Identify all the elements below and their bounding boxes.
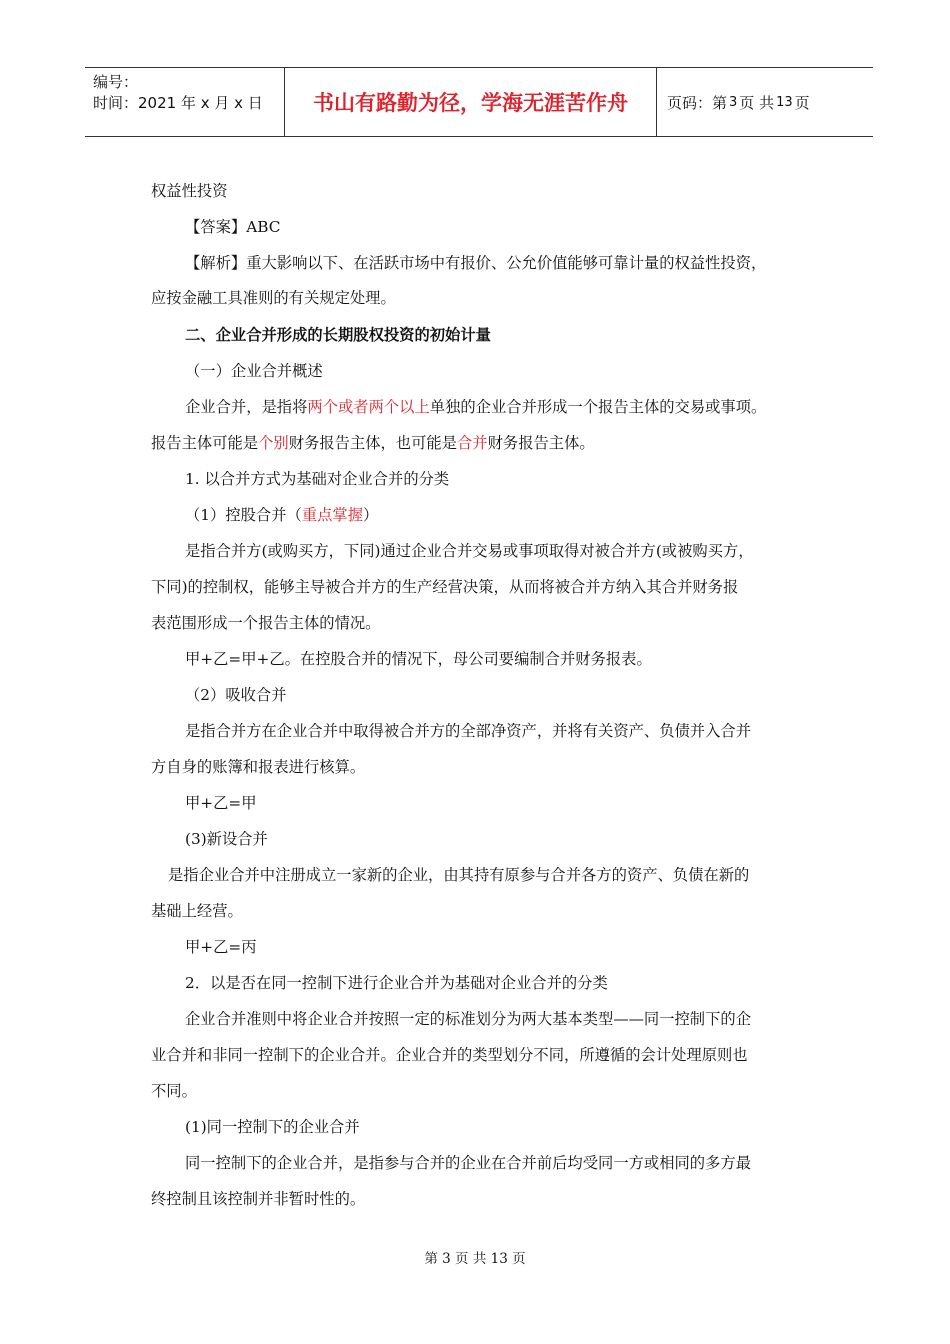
paragraph-line: 企业合并准则中将企业合并按照一定的标准划分为两大基本类型——同一控制下的企 <box>185 1010 751 1028</box>
paragraph-line: 下同)的控制权，能够主导被合并方的生产经营决策，从而将被合并方纳入其合并财务报 <box>151 578 739 596</box>
paragraph-line: 权益性投资 <box>151 182 228 200</box>
highlight-text: 个别 <box>258 434 289 452</box>
paragraph-line: 是指企业合并中注册成立一家新的企业，由其持有原参与合并各方的资产、负债在新的 <box>168 866 750 884</box>
header-motto: 书山有路勤为径，学海无涯苦作舟 <box>313 91 628 115</box>
paragraph-line: 企业合并，是指将两个或者两个以上单独的企业合并形成一个报告主体的交易或事项。 <box>185 398 767 416</box>
list-heading: 1. 以合并方式为基础对企业合并的分类 <box>185 470 450 488</box>
paragraph-line: 方自身的账簿和报表进行核算。 <box>151 758 366 776</box>
list-subheading: （2）吸收合并 <box>185 686 287 704</box>
section-heading: 二、企业合并形成的长期股权投资的初始计量 <box>185 326 491 344</box>
highlight-text: 合并 <box>456 434 488 452</box>
paragraph-line: 应按金融工具准则的有关规定处理。 <box>151 289 396 307</box>
paragraph-line: 不同。 <box>151 1082 197 1100</box>
header-page-number: 页码：第 3 页 共 13 页 <box>667 93 810 112</box>
highlight-text: 重点掌握 <box>301 506 364 524</box>
paragraph-line: 基础上经营。 <box>151 902 243 920</box>
header-meta <box>93 72 263 114</box>
paragraph-line: 报告主体可能是个别财务报告主体，也可能是合并财务报告主体。 <box>151 434 595 452</box>
list-subheading: （1）控股合并（重点掌握） <box>185 506 379 524</box>
paragraph-line: 表范围形成一个报告主体的情况。 <box>151 614 381 632</box>
formula-line: 甲+乙=丙 <box>185 938 257 956</box>
formula-line: 甲+乙=甲 <box>185 794 257 812</box>
subsection-heading: （一）企业合并概述 <box>185 362 323 380</box>
paragraph-line: 同一控制下的企业合并，是指参与合并的企业在合并前后均受同一方或相同的多方最 <box>185 1154 751 1172</box>
header-divider <box>656 68 657 136</box>
highlight-text: 两个或者两个以上 <box>307 398 430 416</box>
formula-line: 甲+乙=甲+乙。在控股合并的情况下，母公司要编制合并财务报表。 <box>185 650 652 668</box>
page-current: 3 <box>729 94 738 110</box>
paragraph-line: 是指合并方(或购买方，下同)通过企业合并交易或事项取得对被合并方(或被购买方， <box>185 542 754 560</box>
page-footer: 第 3 页 共 13 页 <box>424 1251 526 1267</box>
paragraph-line: 是指合并方在企业合并中取得被合并方的全部净资产，并将有关资产、负债并入合并 <box>185 722 751 740</box>
list-heading: 2．以是否在同一控制下进行企业合并为基础对企业合并的分类 <box>185 974 608 992</box>
analysis-line: 【解析】重大影响以下、在活跃市场中有报价、公允价值能够可靠计量的权益性投资， <box>185 254 767 272</box>
list-subheading: (1)同一控制下的企业合并 <box>185 1118 360 1136</box>
page-total: 13 <box>776 94 793 110</box>
page-header <box>85 67 873 137</box>
number-label: 编号： <box>93 73 139 91</box>
paragraph-line: 业合并和非同一控制下的企业合并。企业合并的类型划分不同，所遵循的会计处理原则也 <box>151 1046 748 1064</box>
answer-line: 【答案】ABC <box>185 218 281 236</box>
paragraph-line: 终控制且该控制并非暂时性的。 <box>151 1190 366 1208</box>
list-subheading: (3)新设合并 <box>185 830 268 848</box>
time-label: 时间：2021 年 x 月 x 日 <box>93 94 263 112</box>
